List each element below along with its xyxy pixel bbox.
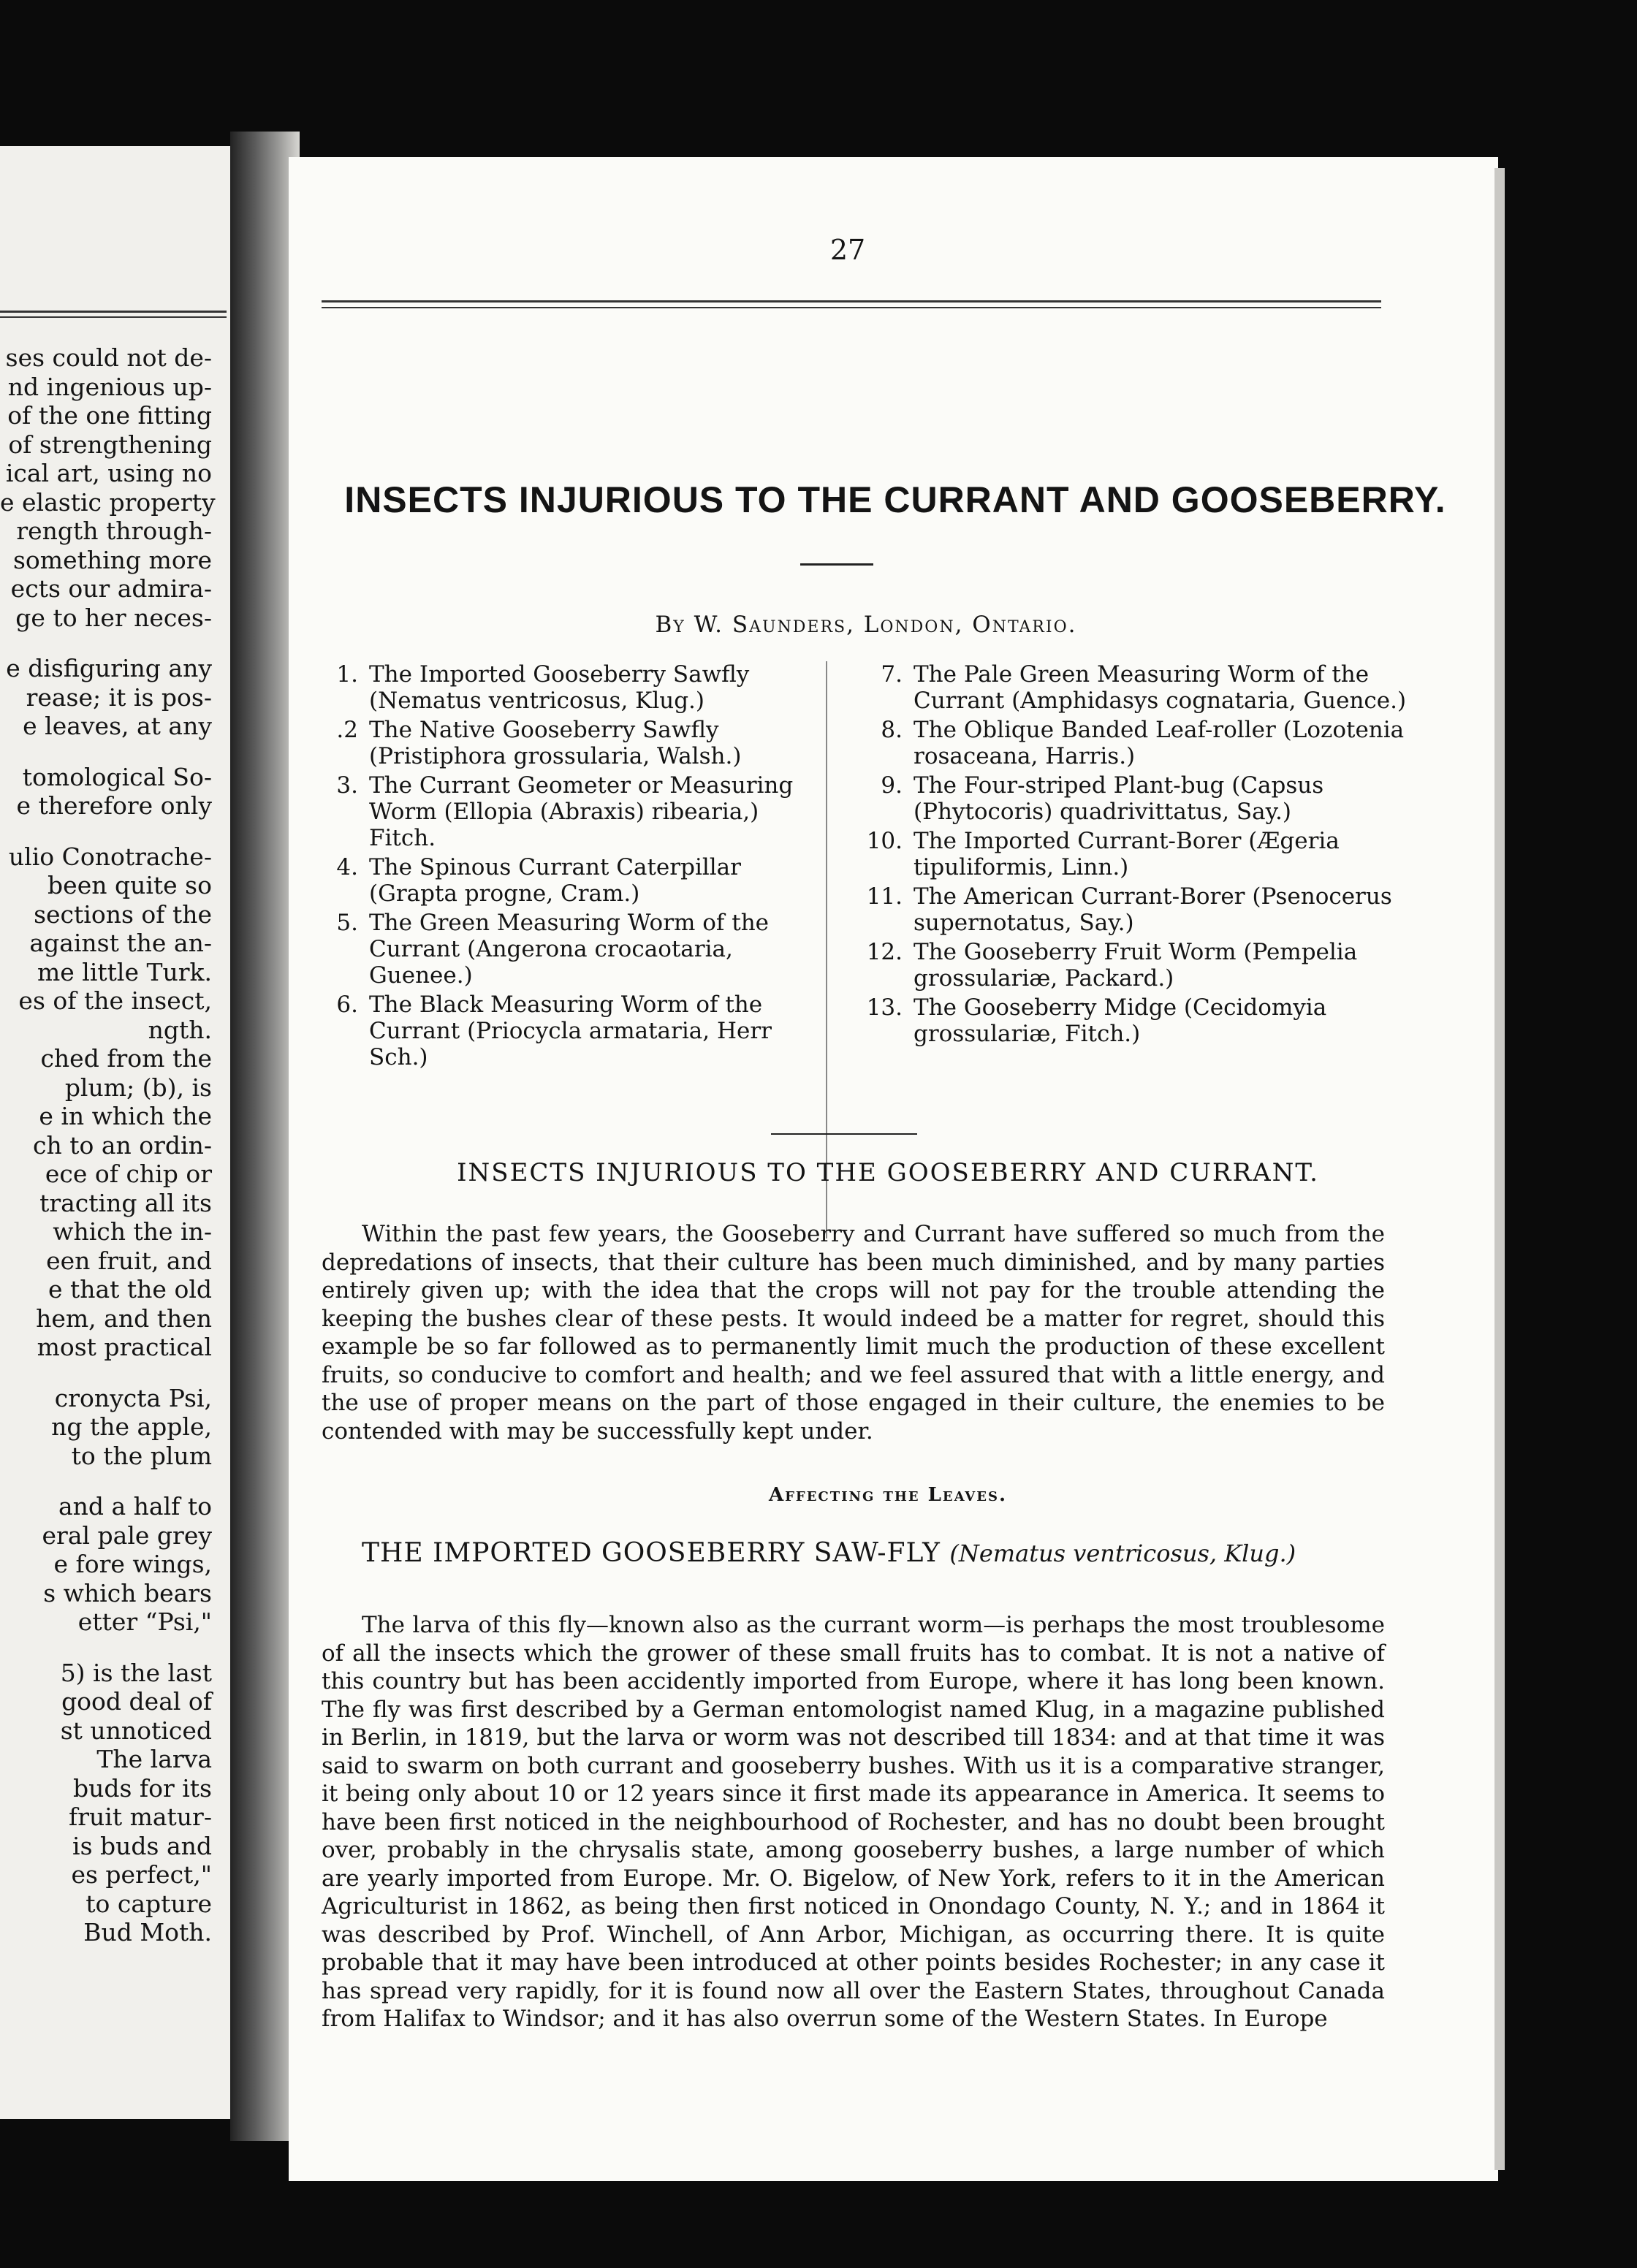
left-line: e in which the [39, 1102, 212, 1130]
main-page [289, 157, 1498, 2181]
left-line: The larva [96, 1745, 212, 1773]
section-rule [771, 1133, 917, 1135]
left-line: most practical [37, 1333, 212, 1361]
page-number: 27 [829, 234, 866, 266]
toc-item: 11. The American Currant-Borer (Psenocerus supernotatus, Say.) [866, 883, 1392, 936]
left-line: ched from the [40, 1044, 212, 1073]
left-line: es of the insect, [18, 986, 212, 1015]
left-line: rength through- [16, 517, 212, 545]
left-line: plum; (b), is [64, 1073, 212, 1102]
toc-item: 10. The Imported Currant-Borer (Ægeria tipuliformis, Linn.) [866, 828, 1340, 880]
left-line: ch to an ordin- [33, 1130, 212, 1160]
left-line: eral pale grey [42, 1521, 212, 1550]
toc-item: 9. The Four-striped Plant-bug (Capsus (Phytocoris) quadrivittatus, Say.) [881, 772, 1324, 825]
toc-item: 3. The Currant Geometer or Measuring Worm (Ellopia (Abraxis) ribearia,) Fitch. [336, 772, 794, 851]
left-line: been quite so [48, 871, 212, 899]
toc-item: 1. The Imported Gooseberry Sawfly (Nematus ventricosus, Klug.) [336, 661, 750, 714]
left-block-6 [0, 1492, 212, 1637]
page-edge [1494, 168, 1505, 2170]
toc-divider [826, 661, 827, 1238]
facing-page-text [0, 343, 216, 1947]
left-line: something more [12, 545, 212, 574]
left-line: nd ingenious up- [7, 372, 212, 401]
byline: By W. Saunders, London, Ontario. [655, 612, 1077, 638]
left-line: hem, and then [36, 1304, 212, 1333]
left-line: ulio Conotrache- [8, 842, 212, 871]
toc-item: 4. The Spinous Currant Caterpillar (Grapta progne, Cram.) [336, 854, 741, 907]
left-line: buds for its [72, 1773, 212, 1803]
left-line: tracting all its [39, 1188, 212, 1217]
left-line: etter “Psi," [77, 1607, 212, 1636]
left-line: cronycta Psi, [54, 1383, 212, 1412]
article-title-scientific: (Nematus ventricosus, Klug.) [949, 1540, 1296, 1567]
left-header-rule-thin [0, 316, 227, 318]
title-rule [800, 563, 873, 566]
left-line: e that the old [48, 1275, 212, 1304]
toc-item: 13. The Gooseberry Midge (Cecidomyia grossulariæ, Fitch.) [866, 994, 1327, 1047]
header-rule-bottom [322, 307, 1381, 308]
left-header-rule [0, 311, 227, 313]
left-line: ses could not de- [5, 343, 212, 372]
article-title-text: THE IMPORTED GOOSEBERRY SAW-FLY [362, 1538, 941, 1568]
toc-right-column [859, 661, 1465, 1050]
left-line: rease; it is pos- [26, 682, 212, 712]
left-line: fruit matur- [69, 1803, 212, 1831]
left-line: of strengthening [8, 430, 212, 459]
toc-item: .2 The Native Gooseberry Sawfly (Pristiphora grossularia, Walsh.) [336, 717, 742, 769]
left-line: e elastic property [0, 487, 216, 517]
left-line: ical art, using no [5, 459, 212, 487]
intro-paragraph: Within the past few years, the Gooseberry and Currant have suffered so much from the depredations of insects, that their culture has been much diminished, and by many parties entirely given up; with the idea that the crops will not pay for the trouble attending the keeping the bushes clear of these pests. It would indeed be a matter for regret, should this example be so far followed as to permanently limit much the production of these excellent fruits, so conducive to comfort and health; and we feel assured that with a little energy, and the use of proper means on the part of those engaged in their culture, the enemies to be contended with may be successfully kept under. [322, 1221, 1385, 1445]
left-line: e disfiguring any [6, 654, 212, 682]
left-line: es perfect," [71, 1860, 212, 1889]
left-line: e leaves, at any [23, 712, 212, 740]
left-line: e fore wings, [53, 1550, 212, 1578]
header-rule-top [322, 300, 1381, 302]
left-line: ects our admira- [10, 574, 212, 603]
toc-item: 12. The Gooseberry Fruit Worm (Pempelia grossulariæ, Packard.) [866, 939, 1358, 992]
article-paragraph: The larva of this fly—known also as the currant worm—is perhaps the most troublesome of all the insects which the grower of these small fruits has to combat. It is not a native of this country but has been accidently imported from Europe, where it has long been known. The fly was first described by a German entomologist named Klug, in a magazine published in Berlin, in 1819, but the larva or worm was not described till 1834: and at that time it was said to swarm on both currant and gooseberry bushes. With us it is a comparative stranger, it being only about 10 or 12 years since it first made its appearance in America. It seems to have been first noticed in the neighbourhood of Rochester, and has no doubt been brought over, probably in the chrysalis state, among gooseberry bushes, a large number of which are yearly imported from Europe. Mr. O. Bigelow, of New York, refers to it in the American Agriculturist in 1862, as being then first noticed in Onondago County, N. Y.; and in 1864 it was described by Prof. Winchell, of Ann Arbor, Michigan, as occurring there. It is quite probable that it may have been introduced at other points besides Rochester; in any case it has spread very rapidly, for it is found now all over the Eastern States, throughout Canada from Halifax to Windsor; and it has also overrun some of the Western States. In Europe [322, 1612, 1385, 2032]
toc-left-column [314, 661, 818, 1073]
left-line: and a half to [58, 1492, 212, 1521]
left-line: to the plum [71, 1441, 212, 1470]
left-block-4 [0, 842, 212, 1362]
toc-item: 5. The Green Measuring Worm of the Currant (Angerona crocaotaria, Guenee.) [336, 910, 770, 989]
left-block-2 [0, 654, 212, 741]
facing-page [0, 146, 241, 2119]
left-line: een fruit, and [46, 1246, 212, 1275]
toc-item: 7. The Pale Green Measuring Worm of the Currant (Amphidasys cognataria, Guence.) [881, 661, 1407, 714]
left-line: st unnoticed [60, 1716, 212, 1745]
left-line: good deal of [61, 1687, 212, 1716]
left-line: ngth. [148, 1015, 212, 1044]
left-line: is buds and [72, 1831, 212, 1860]
left-line: against the an- [29, 929, 212, 957]
left-line: me little Turk. [37, 957, 212, 986]
left-block-5 [0, 1384, 212, 1471]
page-title: INSECTS INJURIOUS TO THE CURRANT AND GOOSEBERRY. [344, 479, 1446, 520]
left-line: 5) is the last [60, 1658, 212, 1687]
section-heading: INSECTS INJURIOUS TO THE GOOSEBERRY AND CURRANT. [457, 1158, 1319, 1187]
left-line: Bud Moth. [83, 1918, 212, 1947]
left-block-7 [0, 1659, 212, 1947]
article-title [362, 1538, 1414, 1568]
toc-item: 8. The Oblique Banded Leaf-roller (Lozotenia rosaceana, Harris.) [881, 717, 1405, 769]
toc-item: 6. The Black Measuring Worm of the Currant (Priocycla armataria, Herr Sch.) [336, 992, 772, 1070]
left-line: s which bears [43, 1578, 212, 1607]
left-line: of the one fitting [7, 401, 212, 430]
left-line: to capture [86, 1889, 212, 1918]
left-line: which the in- [53, 1217, 212, 1246]
left-line: e therefore only [16, 791, 212, 820]
left-line: sections of the [34, 899, 212, 929]
left-line: ng the apple, [51, 1412, 212, 1441]
left-block-3 [0, 763, 212, 821]
left-line: ece of chip or [45, 1160, 212, 1188]
left-line: tomological So- [22, 762, 212, 791]
subheading: Affecting the Leaves. [768, 1484, 1008, 1506]
left-line: ge to her neces- [15, 603, 212, 632]
left-block-1 [0, 343, 216, 632]
